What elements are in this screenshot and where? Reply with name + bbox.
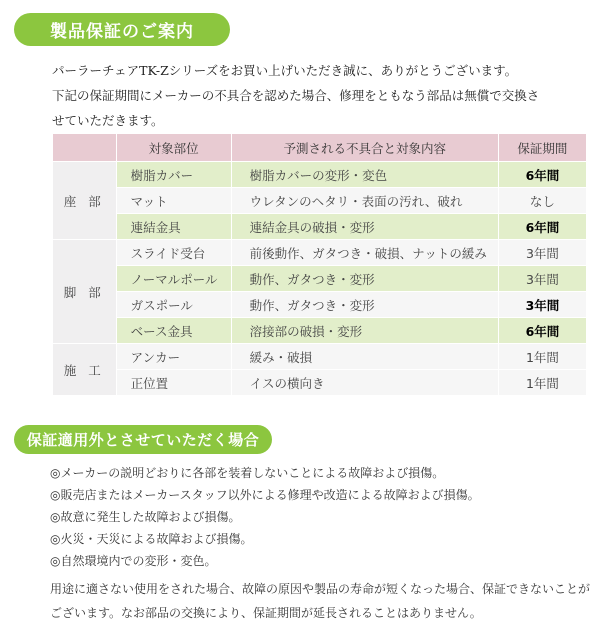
period-cell: 1年間 <box>498 370 586 396</box>
description-cell: 溶接部の破損・変形 <box>231 318 498 344</box>
period-cell: 3年間 <box>498 292 586 318</box>
description-cell: 緩み・破損 <box>231 344 498 370</box>
header-cell-period: 保証期間 <box>498 134 586 162</box>
intro-line: 下記の保証期間にメーカーの不具合を認めた場合、修理をともなう部品は無償で交換さ <box>52 88 540 103</box>
intro-line: せていただきます。 <box>52 113 164 128</box>
header-cell-part: 対象部位 <box>116 134 231 162</box>
list-item: ◎自然環境内での変形・変色。 <box>50 554 217 568</box>
part-cell: ガスポール <box>116 292 231 318</box>
footer-line: 用途に適さない使用をされた場合、故障の原因や製品の寿命が短くなった場合、保証できないことが <box>50 582 591 596</box>
header-cell-group <box>53 134 117 162</box>
footer-line: ございます。なお部品の交換により、保証期間が延長されることはありません。 <box>50 606 482 620</box>
table-row <box>53 188 587 214</box>
part-cell: ベース金具 <box>116 318 231 344</box>
warranty-table <box>52 133 587 396</box>
period-cell: 6年間 <box>498 318 586 344</box>
list-item: ◎販売店またはメーカースタッフ以外による修理や改造による故障および損傷。 <box>50 488 480 502</box>
table-row <box>53 266 587 292</box>
list-item: ◎故意に発生した故障および損傷。 <box>50 510 241 524</box>
part-cell: 連結金具 <box>116 214 231 240</box>
footer-note <box>50 577 590 625</box>
period-cell: 1年間 <box>498 344 586 370</box>
table-row <box>53 370 587 396</box>
period-cell: 3年間 <box>498 240 586 266</box>
section-heading-exclusions: 保証適用外とさせていただく場合 <box>14 425 272 454</box>
group-label-seat: 座部 <box>53 162 117 240</box>
description-cell: ウレタンのヘタリ・表面の汚れ、破れ <box>231 188 498 214</box>
part-cell: アンカー <box>116 344 231 370</box>
description-cell: 前後動作、ガタつき・破損、ナットの緩み <box>231 240 498 266</box>
table-row <box>53 162 587 188</box>
header-cell-description: 予測される不具合と対象内容 <box>231 134 498 162</box>
part-cell: 樹脂カバー <box>116 162 231 188</box>
group-label-installation: 施工 <box>53 344 117 396</box>
description-cell: 連結金具の破損・変形 <box>231 214 498 240</box>
list-item: ◎火災・天災による故障および損傷。 <box>50 532 253 546</box>
part-cell: ノーマルポール <box>116 266 231 292</box>
period-cell: 6年間 <box>498 214 586 240</box>
description-cell: 動作、ガタつき・変形 <box>231 292 498 318</box>
description-cell: 樹脂カバーの変形・変色 <box>231 162 498 188</box>
list-item: ◎メーカーの説明どおりに各部を装着しないことによる故障および損傷。 <box>50 466 445 480</box>
table-row <box>53 292 587 318</box>
description-cell: 動作、ガタつき・変形 <box>231 266 498 292</box>
period-cell: なし <box>498 188 586 214</box>
part-cell: マット <box>116 188 231 214</box>
intro-text <box>52 58 592 133</box>
table-row <box>53 318 587 344</box>
table-row <box>53 344 587 370</box>
description-cell: イスの横向き <box>231 370 498 396</box>
part-cell: 正位置 <box>116 370 231 396</box>
section-heading-warranty: 製品保証のご案内 <box>14 13 230 46</box>
group-label-legs: 脚部 <box>53 240 117 344</box>
period-cell: 6年間 <box>498 162 586 188</box>
table-row <box>53 214 587 240</box>
table-row <box>53 240 587 266</box>
part-cell: スライド受台 <box>116 240 231 266</box>
intro-line: パーラーチェアTK-Zシリーズをお買い上げいただき誠に、ありがとうございます。 <box>52 63 518 78</box>
period-cell: 3年間 <box>498 266 586 292</box>
exclusion-list <box>50 462 480 572</box>
table-header-row <box>53 134 587 162</box>
